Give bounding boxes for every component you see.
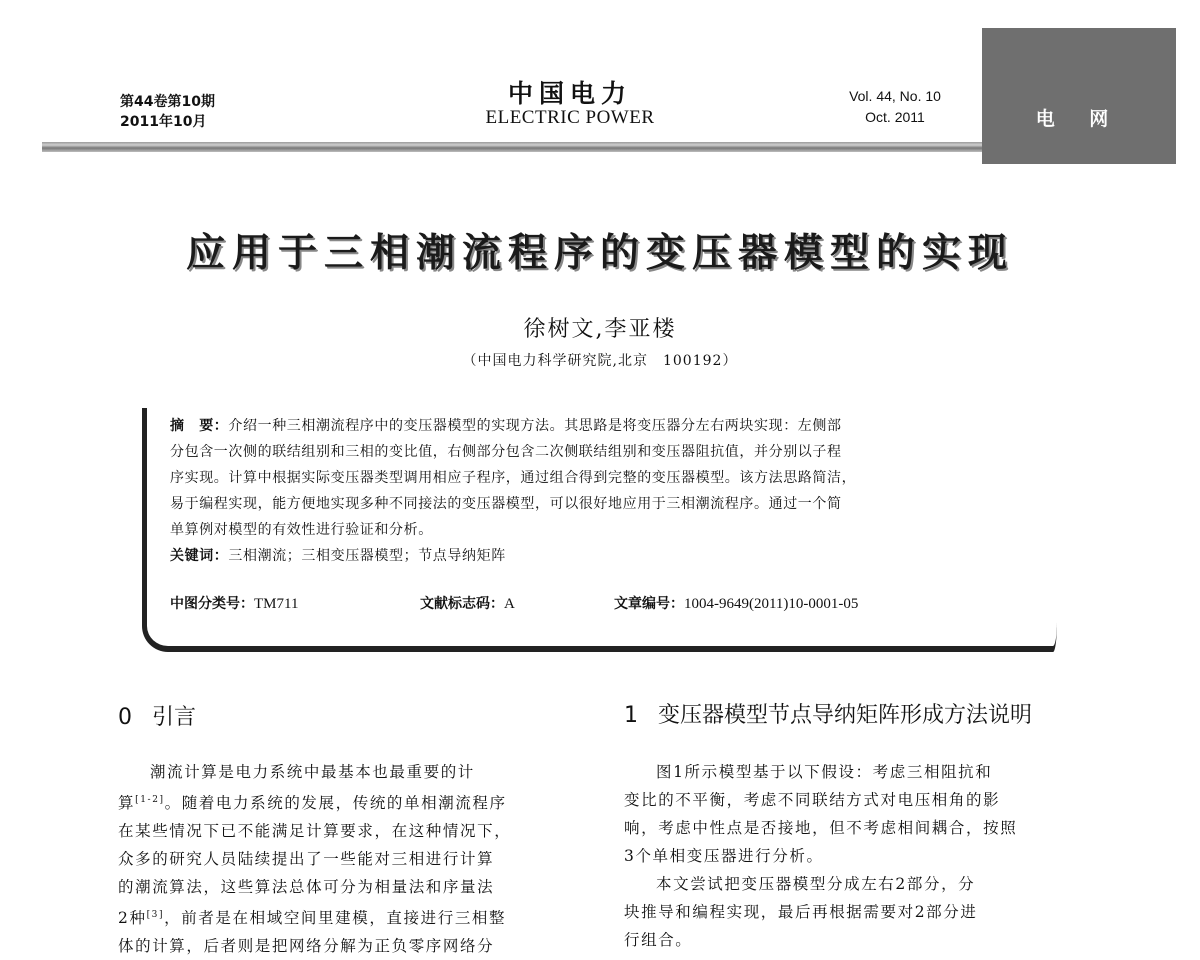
- paper-title: 应用于三相潮流程序的变压器模型的实现: [185, 231, 1014, 276]
- abstract-line-2: 分包含一次侧的联结组别和三相的变比值，右侧部分包含二次侧联结组别和变压器阻抗值，并分别以子程: [170, 444, 842, 460]
- journal-title-chinese: 中国电力: [507, 79, 632, 108]
- s0-line-6b: ，前者是在相域空间里建模，直接进行三相整: [164, 909, 507, 928]
- clc-label: 中图分类号：: [170, 596, 254, 612]
- section-0-heading: [118, 700, 196, 731]
- s0-line-2: [118, 786, 580, 817]
- issue-info-english: [820, 86, 970, 128]
- abstract: [170, 413, 1038, 569]
- section-1-body: [624, 758, 1086, 954]
- journal-title-english: ELECTRIC POWER: [485, 107, 655, 128]
- s0-line-2b: 。随着电力系统的发展，传统的单相潮流程序: [164, 794, 507, 813]
- issue-date-cn: 2011年10月: [120, 114, 207, 130]
- clc-group: [170, 593, 420, 613]
- doc-code: A: [504, 596, 515, 612]
- section-0-title: 引言: [152, 705, 197, 730]
- s0-line-6a: 2种: [118, 909, 147, 928]
- s1-line-1: 图1所示模型基于以下假设：考虑三相阻抗和: [656, 763, 993, 781]
- s1-line-6: 块推导和编程实现，最后再根据需要对2部分进: [624, 903, 978, 921]
- section-0-number: 0: [118, 705, 132, 730]
- article-no-label: 文章编号：: [614, 596, 684, 612]
- issue-volume-en: Vol. 44, No. 10: [849, 88, 941, 104]
- s1-line-3: 响，考虑中性点是否接地，但不考虑相间耦合，按照: [624, 819, 1018, 837]
- article-no-group: [614, 593, 858, 613]
- abstract-line-4: 易于编程实现，能方便地实现多种不同接法的变压器模型，可以很好地应用于三相潮流程序。通过一个简: [170, 496, 842, 512]
- s0-line-3: 在某些情况下已不能满足计算要求，在这种情况下，: [118, 822, 512, 841]
- s0-line-4: 众多的研究人员陆续提出了一些能对三相进行计算: [118, 850, 495, 869]
- section-0-body: [118, 758, 580, 960]
- s0-line-1: 潮流计算是电力系统中最基本也最重要的计: [150, 763, 475, 781]
- doc-code-group: [420, 593, 614, 613]
- s0-line-7: 体的计算，后者则是把网络分解为正负零序网络分: [118, 937, 495, 956]
- section-1-number: 1: [624, 703, 638, 728]
- issue-date-en: Oct. 2011: [865, 109, 925, 125]
- article-no: 1004-9649(2011)10-0001-05: [684, 596, 859, 612]
- section-1-heading: [624, 698, 1032, 729]
- citation-1-2: [1-2]: [135, 795, 165, 805]
- clc-code: TM711: [254, 596, 299, 612]
- abstract-line-1: [170, 413, 1038, 439]
- s1-line-4: 3个单相变压器进行分析。: [624, 847, 824, 865]
- section-label: 电 网: [1035, 108, 1123, 130]
- issue-info-chinese: [120, 92, 215, 132]
- citation-3: [3]: [146, 910, 165, 921]
- keywords-label: 关键词：: [170, 548, 229, 564]
- classification-line: [170, 593, 858, 613]
- s0-line-6: [118, 901, 580, 932]
- abstract-line-5: 单算例对模型的有效性进行验证和分析。: [170, 522, 433, 538]
- issue-volume-cn: 第44卷第10期: [120, 94, 215, 110]
- header-rule: [42, 142, 982, 152]
- author-affiliation: （中国电力科学研究院,北京 100192）: [462, 353, 738, 369]
- s1-line-5: 本文尝试把变压器模型分成左右2部分，分: [656, 875, 976, 893]
- keywords: 三相潮流；三相变压器模型；节点导纳矩阵: [228, 548, 506, 564]
- keywords-line: [170, 543, 1038, 569]
- s0-line-2a: 算: [118, 794, 136, 813]
- section-1-title: 变压器模型节点导纳矩阵形成方法说明: [658, 703, 1033, 728]
- section-tab: [982, 28, 1176, 164]
- doc-code-label: 文献标志码：: [420, 596, 504, 612]
- abstract-line-3: 序实现。计算中根据实际变压器类型调用相应子程序，通过组合得到完整的变压器模型。该方法思路简洁，: [170, 470, 857, 486]
- abstract-label: 摘 要：: [170, 418, 229, 434]
- s1-line-2: 变比的不平衡，考虑不同联结方式对电压相角的影: [624, 791, 1001, 809]
- abstract-text-1: 介绍一种三相潮流程序中的变压器模型的实现方法。其思路是将变压器分左右两块实现：左侧部: [228, 418, 842, 434]
- s1-line-7: 行组合。: [624, 931, 693, 949]
- paper-authors: 徐树文,李亚楼: [523, 317, 677, 342]
- s0-line-5: 的潮流算法，这些算法总体可分为相量法和序量法: [118, 878, 495, 897]
